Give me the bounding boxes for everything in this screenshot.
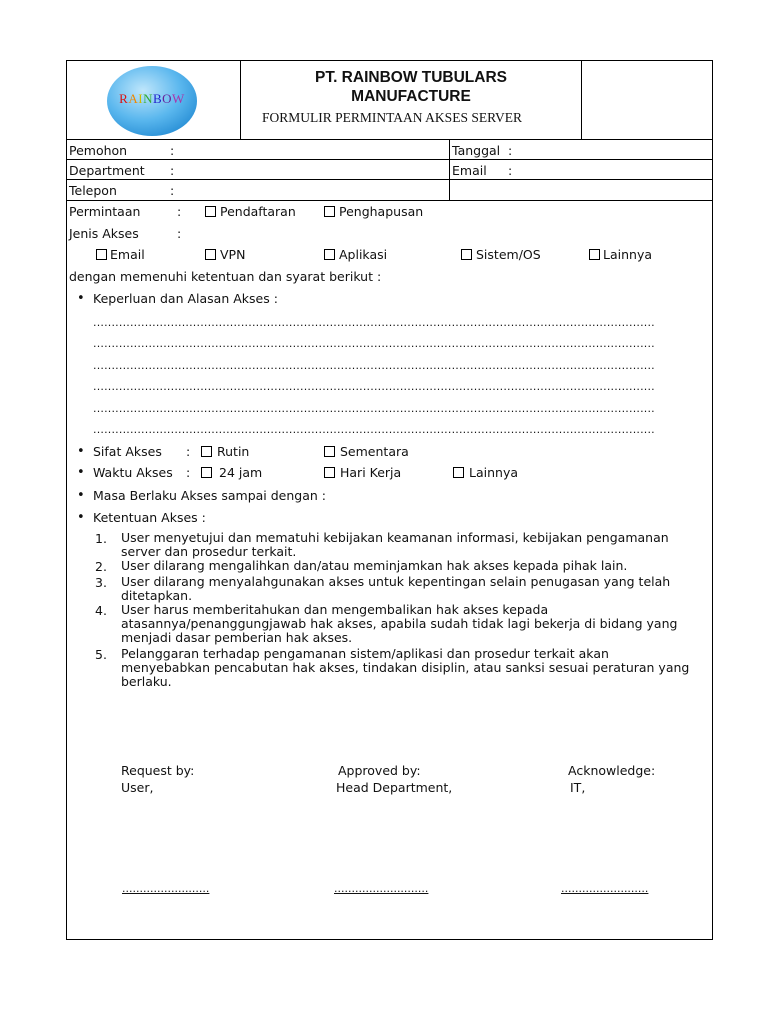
- rule-text: User dilarang menyalahgunakan akses untuk kepentingan selain penugasan yang telah ditetapkan.: [121, 574, 671, 603]
- rule-text: User menyetujui dan mematuhi kebijakan keamanan informasi, kebijakan pengamanan server dan prosedur terkait.: [121, 530, 669, 559]
- option-sementara: Sementara: [340, 444, 409, 459]
- header-bottom-rule: [66, 139, 713, 140]
- masa-berlaku-label: Masa Berlaku Akses sampai dengan :: [93, 488, 326, 503]
- option-sistem-os: Sistem/OS: [476, 247, 541, 262]
- option-penghapusan: Penghapusan: [339, 204, 424, 219]
- keperluan-label: Keperluan dan Alasan Akses :: [93, 291, 278, 306]
- rainbow-logo: [106, 65, 198, 137]
- rule-text: User dilarang mengalihkan dan/atau meminjamkan hak akses kepada pihak lain.: [121, 558, 628, 573]
- keperluan-line-5[interactable]: ........................................................................................................................................................: [93, 403, 655, 415]
- checkbox-aplikasi[interactable]: [324, 249, 335, 260]
- company-name-line1: PT. RAINBOW TUBULARS: [314, 69, 508, 86]
- signature-request-title: Request by:: [121, 763, 195, 778]
- bullet-icon: •: [77, 291, 85, 306]
- checkbox-rutin[interactable]: [201, 446, 212, 457]
- signature-approved-role: Head Department,: [336, 780, 453, 795]
- permintaan-label: Permintaan: [69, 204, 141, 219]
- option-lainnya-jenis: Lainnya: [603, 247, 652, 262]
- info-divider: [449, 139, 450, 200]
- tanggal-colon: :: [508, 143, 513, 158]
- bullet-icon: •: [77, 488, 85, 503]
- svg-text:RAINBOW: RAINBOW: [119, 91, 185, 106]
- jenis-akses-label: Jenis Akses: [69, 226, 139, 241]
- telepon-label: Telepon: [69, 183, 117, 198]
- checkbox-pendaftaran[interactable]: [205, 206, 216, 217]
- email-label: Email: [452, 163, 487, 178]
- option-email: Email: [110, 247, 145, 262]
- pemohon-colon: :: [170, 143, 175, 158]
- intro-text: dengan memenuhi ketentuan dan syarat berikut :: [69, 269, 382, 284]
- signature-acknowledge-title: Acknowledge:: [568, 763, 656, 778]
- row-rule-3: [66, 200, 713, 201]
- form-title: FORMULIR PERMINTAAN AKSES SERVER: [262, 110, 523, 125]
- rule-number: 2.: [95, 559, 107, 574]
- option-lainnya-waktu: Lainnya: [469, 465, 518, 480]
- rule-number: 3.: [95, 575, 107, 590]
- sifat-akses-label: Sifat Akses: [93, 444, 162, 459]
- signature-acknowledge-role: IT,: [570, 780, 586, 795]
- signature-request-role: User,: [121, 780, 154, 795]
- row-rule-1: [66, 159, 713, 160]
- option-aplikasi: Aplikasi: [339, 247, 388, 262]
- keperluan-line-6[interactable]: ........................................................................................................................................................: [93, 424, 655, 436]
- option-vpn: VPN: [220, 247, 246, 262]
- telepon-colon: :: [170, 183, 175, 198]
- row-rule-2: [66, 179, 713, 180]
- checkbox-hari-kerja[interactable]: [324, 467, 335, 478]
- permintaan-colon: :: [177, 204, 182, 219]
- signature-approved-blank[interactable]: ...........................: [334, 882, 429, 895]
- department-label: Department: [69, 163, 145, 178]
- checkbox-24-jam[interactable]: [201, 467, 212, 478]
- signature-request-blank[interactable]: .........................: [122, 882, 210, 895]
- rule-number: 5.: [95, 647, 107, 662]
- waktu-akses-colon: :: [186, 465, 191, 480]
- bullet-icon: •: [77, 510, 85, 525]
- rule-text: Pelanggaran terhadap pengamanan sistem/aplikasi dan prosedur terkait akan menyebabkan pencabutan hak akses, tindakan disiplin, atau sanksi sesuai peraturan yang berlaku.: [121, 646, 690, 689]
- department-colon: :: [170, 163, 175, 178]
- rule-text: User harus memberitahukan dan mengembalikan hak akses kepada atasannya/penanggungjawab hak akses, apabila sudah tidak lagi bekerja di bidang yang menjadi dasar pemberian hak akses.: [121, 602, 678, 645]
- tanggal-label: Tanggal: [452, 143, 501, 158]
- checkbox-email[interactable]: [96, 249, 107, 260]
- checkbox-penghapusan[interactable]: [324, 206, 335, 217]
- company-name-line2: MANUFACTURE: [351, 88, 471, 105]
- rule-number: 4.: [95, 603, 107, 618]
- keperluan-line-3[interactable]: ........................................................................................................................................................: [93, 360, 655, 372]
- keperluan-line-2[interactable]: ........................................................................................................................................................: [93, 338, 655, 350]
- ketentuan-label: Ketentuan Akses :: [93, 510, 206, 525]
- keperluan-line-4[interactable]: ........................................................................................................................................................: [93, 381, 655, 393]
- rule-number: 1.: [95, 531, 107, 546]
- email-colon: :: [508, 163, 513, 178]
- pemohon-label: Pemohon: [69, 143, 128, 158]
- bullet-icon: •: [77, 444, 85, 459]
- keperluan-line-1[interactable]: ........................................................................................................................................................: [93, 317, 655, 329]
- checkbox-lainnya-jenis[interactable]: [589, 249, 600, 260]
- checkbox-sementara[interactable]: [324, 446, 335, 457]
- option-24-jam: 24 jam: [219, 465, 263, 480]
- company-name: [241, 68, 581, 106]
- signature-acknowledge-blank[interactable]: .........................: [561, 882, 649, 895]
- option-pendaftaran: Pendaftaran: [220, 204, 296, 219]
- checkbox-lainnya-waktu[interactable]: [453, 467, 464, 478]
- waktu-akses-label: Waktu Akses: [93, 465, 173, 480]
- option-hari-kerja: Hari Kerja: [340, 465, 402, 480]
- checkbox-vpn[interactable]: [205, 249, 216, 260]
- checkbox-sistem-os[interactable]: [461, 249, 472, 260]
- option-rutin: Rutin: [217, 444, 250, 459]
- signature-approved-title: Approved by:: [338, 763, 421, 778]
- jenis-akses-colon: :: [177, 226, 182, 241]
- sifat-akses-colon: :: [186, 444, 191, 459]
- bullet-icon: •: [77, 465, 85, 480]
- header-divider-right: [581, 60, 582, 140]
